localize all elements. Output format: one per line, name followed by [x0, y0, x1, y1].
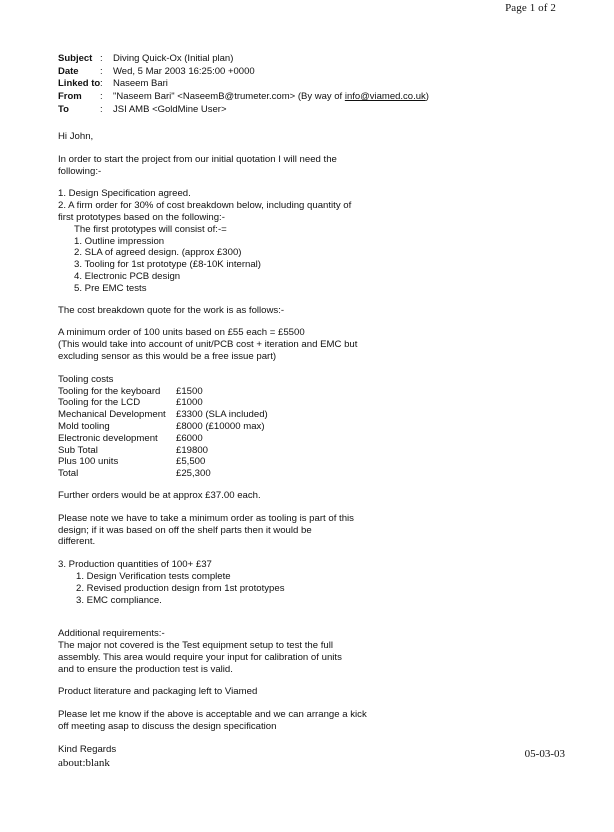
date-label: Date [58, 65, 79, 77]
additional-requirements-heading: Additional requirements:- [58, 628, 165, 640]
intro-paragraph: In order to start the project from our initial quotation I will need the following:- [58, 153, 337, 177]
cost-row [58, 445, 268, 457]
cost-row [58, 456, 268, 468]
cost-intro: The cost breakdown quote for the work is as follows:- [58, 304, 285, 316]
subject-label: Subject [58, 53, 93, 64]
from-via-prefix: (By way of [297, 91, 345, 103]
production-item: 3. EMC compliance. [76, 594, 162, 606]
cost-label: Tooling for the LCD [58, 397, 141, 409]
footer-date: 05-03-03 [524, 748, 565, 760]
from-label: From [58, 91, 82, 103]
to-row [58, 104, 429, 117]
linked-to-row [58, 78, 429, 91]
production-section [58, 559, 568, 606]
cost-label: Mechanical Development [58, 409, 166, 421]
cost-row [58, 397, 268, 409]
cost-label: Tooling for the keyboard [58, 385, 161, 397]
production-list [76, 571, 568, 606]
to-colon: : [100, 103, 103, 115]
spacer [58, 295, 568, 305]
linked-to-colon: : [100, 78, 103, 90]
subject-row [58, 53, 429, 66]
date-value: Wed, 5 Mar 2003 16:25:00 +0000 [113, 65, 255, 77]
product-literature-note: Product literature and packaging left to Viamed [58, 686, 258, 698]
cost-amount: £8000 (£10000 max) [176, 420, 265, 432]
additional-requirements-text: The major not covered is the Test equipment setup to test the full assembly. This area would require your input for calibration of units and to ensure the production test is valid. [58, 640, 342, 675]
prototype-item: 2. SLA of agreed design. (approx £300) [74, 247, 242, 259]
date-row [58, 66, 429, 79]
from-name: "Naseem Bari" <NaseemB@trumeter.com> [113, 91, 296, 103]
linked-to-label: Linked to [58, 78, 101, 90]
email-header [58, 53, 429, 117]
closing-request: Please let me know if the above is acceptable and we can arrange a kick off meeting asap to discuss the design specification [58, 709, 367, 733]
linked-to-value: Naseem Bari [113, 78, 168, 90]
email-body [58, 131, 568, 756]
prototype-item: 3. Tooling for 1st prototype (£8-10K internal) [74, 259, 262, 271]
minimum-order-note: Please note we have to take a minimum order as tooling is part of this design; if it was based on off the shelf parts then it would be different. [58, 512, 354, 548]
cost-row [58, 468, 268, 480]
cost-table [58, 386, 268, 480]
page-number-label: Page 1 of 2 [505, 2, 556, 14]
spacer [58, 606, 568, 628]
prototype-list [74, 236, 568, 295]
cost-label: Mold tooling [58, 420, 110, 432]
footer-url: about:blank [58, 757, 110, 769]
prototype-item: 5. Pre EMC tests [74, 282, 147, 294]
prototype-intro: The first prototypes will consist of:-= [74, 223, 227, 235]
cost-label: Total [58, 468, 79, 480]
requirements-section [58, 188, 568, 294]
cost-label: Sub Total [58, 444, 98, 456]
cost-amount: £25,300 [176, 468, 211, 480]
subject-value: Diving Quick-Ox (Initial plan) [113, 53, 234, 64]
cost-row [58, 433, 268, 445]
prototype-item: 4. Electronic PCB design [74, 270, 181, 282]
from-via-suffix: ) [425, 91, 429, 103]
cost-amount: £5,500 [176, 456, 206, 468]
cost-row [58, 386, 268, 398]
cost-label: Plus 100 units [58, 456, 119, 468]
date-colon: : [100, 65, 103, 77]
requirement-2-continued: first prototypes based on the following:- [58, 211, 225, 223]
production-item: 1. Design Verification tests complete [76, 570, 231, 582]
signoff: Kind Regards [58, 743, 117, 755]
to-value: JSI AMB <GoldMine User> [113, 103, 227, 115]
cost-row [58, 409, 268, 421]
cost-amount: £19800 [176, 444, 209, 456]
from-value [113, 91, 429, 104]
to-label: To [58, 103, 69, 115]
tooling-heading: Tooling costs [58, 373, 114, 385]
cost-amount: £1000 [176, 397, 203, 409]
requirement-2: 2. A firm order for 30% of cost breakdown below, including quantity of [58, 200, 352, 212]
subject-colon: : [100, 53, 103, 64]
from-row [58, 91, 429, 104]
further-orders: Further orders would be at approx £37.00 each. [58, 489, 261, 501]
cost-amount: £6000 [176, 432, 203, 444]
production-heading: 3. Production quantities of 100+ £37 [58, 559, 212, 571]
minimum-order-paragraph: A minimum order of 100 units based on £55 each = £5500 (This would take into account of unit/PCB cost + iteration and EMC but excluding sensor as this would be a free issue part) [58, 327, 358, 362]
requirement-1: 1. Design Specification agreed. [58, 188, 191, 200]
prototype-item: 1. Outline impression [74, 235, 165, 247]
cost-amount: £3300 (SLA included) [176, 409, 268, 421]
from-via-email-link[interactable]: info@viamed.co.uk [344, 91, 426, 103]
greeting: Hi John, [58, 131, 94, 142]
cost-row [58, 421, 268, 433]
from-colon: : [100, 91, 103, 103]
cost-amount: £1500 [176, 385, 203, 397]
production-item: 2. Revised production design from 1st prototypes [76, 582, 285, 594]
cost-label: Electronic development [58, 432, 158, 444]
